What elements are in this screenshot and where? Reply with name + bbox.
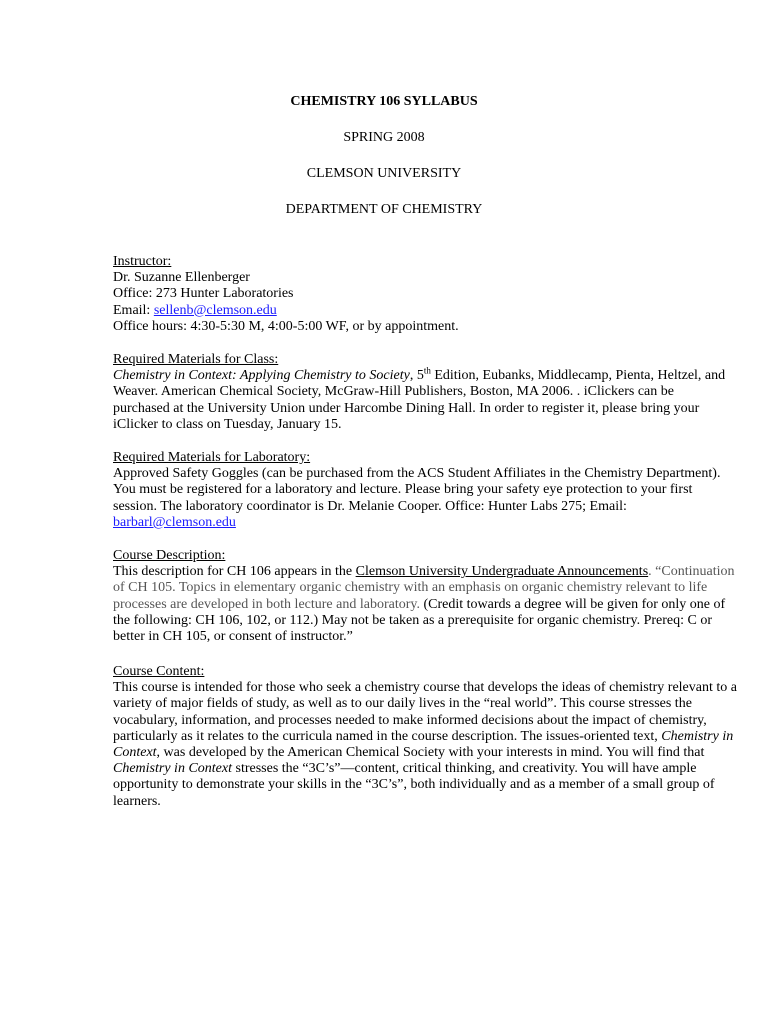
content-line4 [113, 729, 735, 745]
materials-class-heading: Required Materials for Class: [113, 352, 279, 367]
instructor-name: Dr. Suzanne Ellenberger [113, 270, 250, 286]
content-line4-text: particularly as it relates to the curricula named in the course description. The issues-oriented text, [113, 728, 662, 744]
content-line6-italic: Chemistry in Context [113, 761, 232, 777]
content-line8: learners. [113, 793, 161, 809]
content-line2: variety of major fields of study, as well as to our daily lives in the “real world”. This course stresses the [113, 696, 692, 712]
description-line3 [113, 597, 735, 613]
course-description-section [113, 548, 735, 645]
office-hours: Office hours: 4:30-5:30 M, 4:00-5:00 WF, or by appointment. [113, 318, 459, 334]
content-line5 [113, 745, 735, 761]
materials-class-line4: iClicker to class on Tuesday, January 15. [113, 416, 342, 432]
course-description-heading: Course Description: [113, 548, 226, 563]
lab-coordinator-email-link[interactable]: barbarl@clemson.edu [113, 514, 236, 530]
description-quote-start: . “Continuation [648, 564, 735, 580]
materials-class-line2: Weaver. American Chemical Society, McGraw-Hill Publishers, Boston, MA 2006. . iClickers can be [113, 384, 674, 400]
instructor-heading: Instructor: [113, 254, 172, 269]
description-line3-gray: processes are developed in both lecture and laboratory. [113, 596, 420, 612]
description-line3-rest: (Credit towards a degree will be given for only one of [419, 596, 726, 612]
content-line6-text: stresses the “3C’s”—content, critical thinking, and creativity. You will have ample [232, 761, 697, 777]
materials-class-line3: purchased at the University Union under Harcombe Dining Hall. In order to register it, please bring your [113, 400, 700, 416]
content-line4-italic: Chemistry in [661, 728, 734, 744]
materials-lab-line3: session. The laboratory coordinator is Dr. Melanie Cooper. Office: Hunter Labs 275; Email: [113, 498, 627, 514]
instructor-email-link[interactable]: sellenb@clemson.edu [153, 302, 277, 318]
department-name: DEPARTMENT OF CHEMISTRY [285, 202, 483, 217]
course-content-section [113, 664, 735, 810]
description-line4: the following: CH 106, 102, or 112.) May not be taken as a prerequisite for organic chemistry. Prereq: C or [113, 612, 713, 628]
content-line3: vocabulary, information, and processes needed to make informed decisions about the impact of chemistry, [113, 712, 707, 728]
textbook-title: Chemistry in Context: Applying Chemistry to Society [113, 368, 410, 384]
term: SPRING 2008 [343, 130, 425, 145]
description-line5: better in CH 105, or consent of instructor.” [113, 629, 353, 645]
edition-superscript: th [423, 365, 431, 376]
email-label: Email: [113, 302, 154, 318]
content-line5-text: , was developed by the American Chemical Society with your interests in mind. You will find that [156, 745, 705, 761]
description-line1 [113, 564, 735, 580]
materials-lab-heading: Required Materials for Laboratory: [113, 450, 311, 465]
description-intro: This description for CH 106 appears in the [113, 564, 356, 580]
instructor-office: Office: 273 Hunter Laboratories [113, 286, 294, 302]
materials-lab-line1: Approved Safety Goggles (can be purchased from the ACS Student Affiliates in the Chemistry Department). [113, 466, 721, 482]
textbook-authors: Edition, Eubanks, Middlecamp, Pienta, Heltzel, and [430, 368, 726, 384]
materials-lab-line2: You must be registered for a laboratory and lecture. Please bring your safety eye protection to your first [113, 482, 693, 498]
materials-class-section [113, 352, 735, 433]
content-line1: This course is intended for those who seek a chemistry course that develops the ideas of chemistry relevant to a [113, 680, 737, 696]
textbook-line [113, 365, 735, 384]
course-content-heading: Course Content: [113, 664, 205, 679]
content-line5-italic: Context [113, 745, 157, 761]
edition-number: , 5 [409, 368, 424, 384]
announcements-reference: Clemson University Undergraduate Announcements [355, 564, 649, 580]
content-line6 [113, 761, 735, 777]
description-line2: of CH 105. Topics in elementary organic chemistry with an emphasis on organic chemistry relevant to life [113, 580, 708, 596]
content-line7: opportunity to demonstrate your skills in the “3C’s”, both individually and as a member of a small group of [113, 777, 715, 793]
materials-lab-section [113, 450, 735, 531]
instructor-section [113, 254, 735, 335]
university-name: CLEMSON UNIVERSITY [306, 166, 462, 181]
instructor-email-line [113, 303, 735, 319]
document-title: CHEMISTRY 106 SYLLABUS [290, 94, 478, 109]
